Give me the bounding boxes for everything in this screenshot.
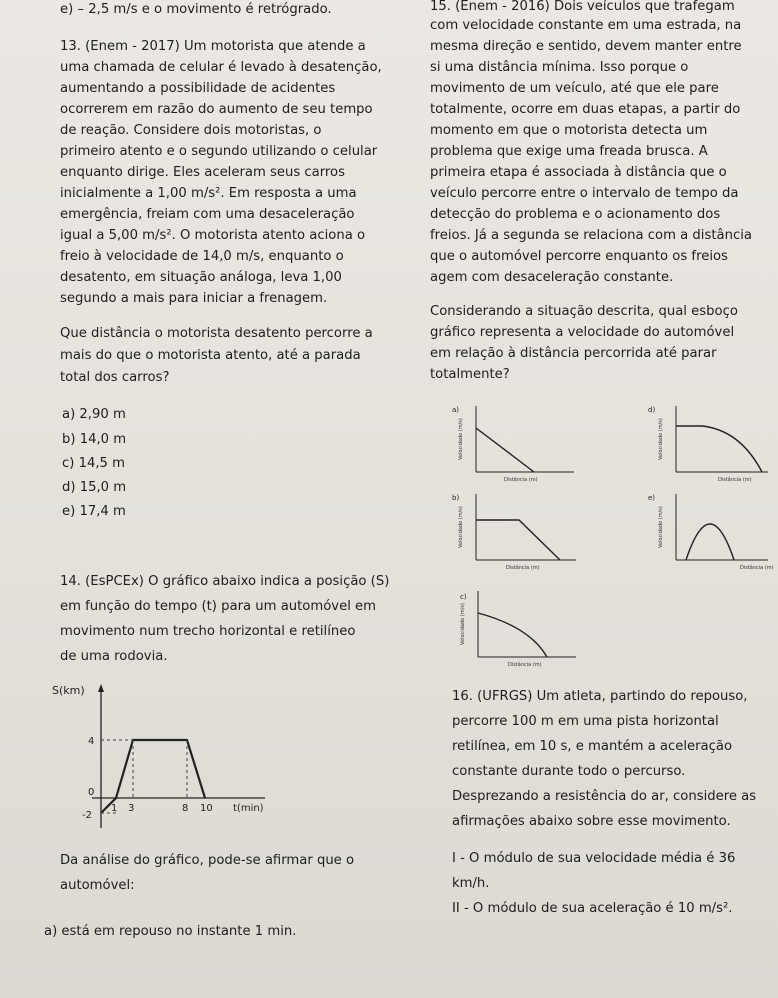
velocity-curve (478, 613, 547, 657)
q15-graph-b[interactable] (452, 488, 582, 578)
velocity-curve (686, 524, 734, 560)
q15-line: veículo percorre entre o intervalo de tempo da (430, 186, 739, 201)
q15-line: 15. (Enem - 2016) Dois veículos que trafegam (430, 0, 735, 14)
y-axis-label: S(km) (52, 684, 85, 697)
q14-question: Da análise do gráfico, pode-se afirmar que o (60, 853, 355, 868)
q13-line: enquanto dirige. Eles aceleram seus carros (60, 165, 345, 180)
q13-line: segundo a mais para iniciar a frenagem. (60, 291, 328, 306)
q13-question: Que distância o motorista desatento percorre a (60, 326, 373, 341)
velocity-curve (476, 428, 534, 472)
x-axis-label: Distância (m) (740, 565, 774, 571)
q14-line: movimento num trecho horizontal e retilíneo (60, 624, 356, 639)
q14-line: 14. (EsPCEx) O gráfico abaixo indica a posição (S) (60, 574, 390, 589)
x-axis-label: t(min) (233, 803, 264, 814)
q15-graph-e[interactable] (640, 488, 774, 578)
q16-line: constante durante todo o percurso. (452, 764, 686, 779)
q13-line: uma chamada de celular é levado à desatenção, (60, 60, 382, 75)
q16-statement-1: km/h. (452, 876, 490, 891)
q13-line: primeiro atento e o segundo utilizando o celular (60, 144, 378, 159)
velocity-curve (676, 426, 762, 472)
q14-line: de uma rodovia. (60, 649, 168, 664)
q15-line: primeira etapa é associada à distância que o (430, 165, 727, 180)
q16-line: afirmações abaixo sobre esse movimento. (452, 814, 731, 829)
q13-line: igual a 5,00 m/s². O motorista atento aciona o (60, 228, 366, 243)
graph-option-label: c) (460, 593, 467, 601)
q15-line: detecção do problema e o acionamento dos (430, 207, 721, 222)
y-axis-label: Velocidade (m/s) (458, 418, 464, 460)
q13-line: freio à velocidade de 14,0 m/s, enquanto o (60, 249, 344, 264)
q13-line: ocorrerem em razão do aumento de seu tempo (60, 102, 373, 117)
q15-graph-c[interactable] (452, 585, 582, 675)
x-tick-label: 10 (200, 803, 213, 814)
q13-option-b[interactable]: b) 14,0 m (62, 432, 127, 447)
q15-graph-d[interactable] (640, 400, 770, 490)
q15-question: em relação à distância percorrida até parar (430, 346, 717, 361)
x-tick-label: 8 (182, 803, 189, 814)
q14-line: em função do tempo (t) para um automóvel em (60, 599, 377, 614)
q15-line: agem com desaceleração constante. (430, 270, 674, 285)
q15-question: Considerando a situação descrita, qual esboço (430, 304, 738, 319)
q16-line: retilínea, em 10 s, e mantém a aceleração (452, 739, 733, 754)
x-axis-label: Distância (m) (506, 565, 540, 571)
graph-option-label: a) (452, 406, 460, 414)
q14-position-time-graph (30, 680, 290, 840)
q15-line: totalmente, ocorre em duas etapas, a partir do (430, 102, 741, 117)
q16-line: percorre 100 m em uma pista horizontal (452, 714, 719, 729)
x-axis-label: Distância (m) (718, 477, 752, 483)
q13-option-d[interactable]: d) 15,0 m (62, 480, 127, 495)
q15-line: momento em que o motorista detecta um (430, 123, 708, 138)
q15-line: freios. Já a segunda se relaciona com a distância (430, 228, 752, 243)
q13-line: 13. (Enem - 2017) Um motorista que atende a (60, 39, 366, 54)
q15-line: mesma direção e sentido, devem manter entre (430, 39, 742, 54)
q13-line: desatento, em situação análoga, leva 1,00 (60, 270, 342, 285)
q13-line: emergência, freiam com uma desaceleração (60, 207, 355, 222)
x-axis-label: Distância (m) (508, 662, 542, 668)
q13-line: aumentando a possibilidade de acidentes (60, 81, 336, 96)
q13-option-a[interactable]: a) 2,90 m (62, 407, 126, 422)
q16-line: 16. (UFRGS) Um atleta, partindo do repouso, (452, 689, 748, 704)
y-axis-label: Velocidade (m/s) (658, 506, 664, 548)
y-axis-label: Velocidade (m/s) (658, 418, 664, 460)
y-axis-arrow-icon (98, 684, 104, 692)
x-tick-label: 1 (111, 803, 118, 814)
q15-line: problema que exige uma freada brusca. A (430, 144, 708, 159)
y-tick-label: 0 (88, 787, 95, 798)
q12-option-e: e) – 2,5 m/s e o movimento é retrógrado. (60, 2, 332, 17)
q13-option-e[interactable]: e) 17,4 m (62, 504, 126, 519)
y-tick-label: 4 (88, 736, 95, 747)
graph-option-label: b) (452, 494, 460, 502)
q15-graph-a[interactable] (452, 400, 582, 490)
q15-line: si uma distância mínima. Isso porque o (430, 60, 689, 75)
y-axis-label: Velocidade (m/s) (458, 506, 464, 548)
x-tick-label: 3 (128, 803, 135, 814)
q13-line: inicialmente a 1,00 m/s². Em resposta a uma (60, 186, 357, 201)
q15-line: com velocidade constante em uma estrada, na (430, 18, 742, 33)
y-tick-label: -2 (82, 810, 92, 821)
graph-option-label: e) (648, 494, 656, 502)
graph-option-label: d) (648, 406, 656, 414)
q13-option-c[interactable]: c) 14,5 m (62, 456, 125, 471)
q15-question: totalmente? (430, 367, 510, 382)
q16-statement-2: II - O módulo de sua aceleração é 10 m/s². (452, 901, 733, 916)
q13-question: total dos carros? (60, 370, 170, 385)
y-axis-label: Velocidade (m/s) (460, 603, 466, 645)
q14-question: automóvel: (60, 878, 135, 893)
q16-statement-1: I - O módulo de sua velocidade média é 36 (452, 851, 736, 866)
velocity-curve (476, 520, 560, 560)
q15-line: movimento de um veículo, até que ele pare (430, 81, 719, 96)
x-axis-label: Distância (m) (504, 477, 538, 483)
q14-option-a[interactable]: a) está em repouso no instante 1 min. (44, 924, 297, 939)
q13-question: mais do que o motorista atento, até a parada (60, 348, 361, 363)
q15-line: que o automóvel percorre enquanto os freios (430, 249, 728, 264)
q13-line: de reação. Considere dois motoristas, o (60, 123, 322, 138)
q15-question: gráfico representa a velocidade do automóvel (430, 325, 735, 340)
q16-line: Desprezando a resistência do ar, considere as (452, 789, 757, 804)
